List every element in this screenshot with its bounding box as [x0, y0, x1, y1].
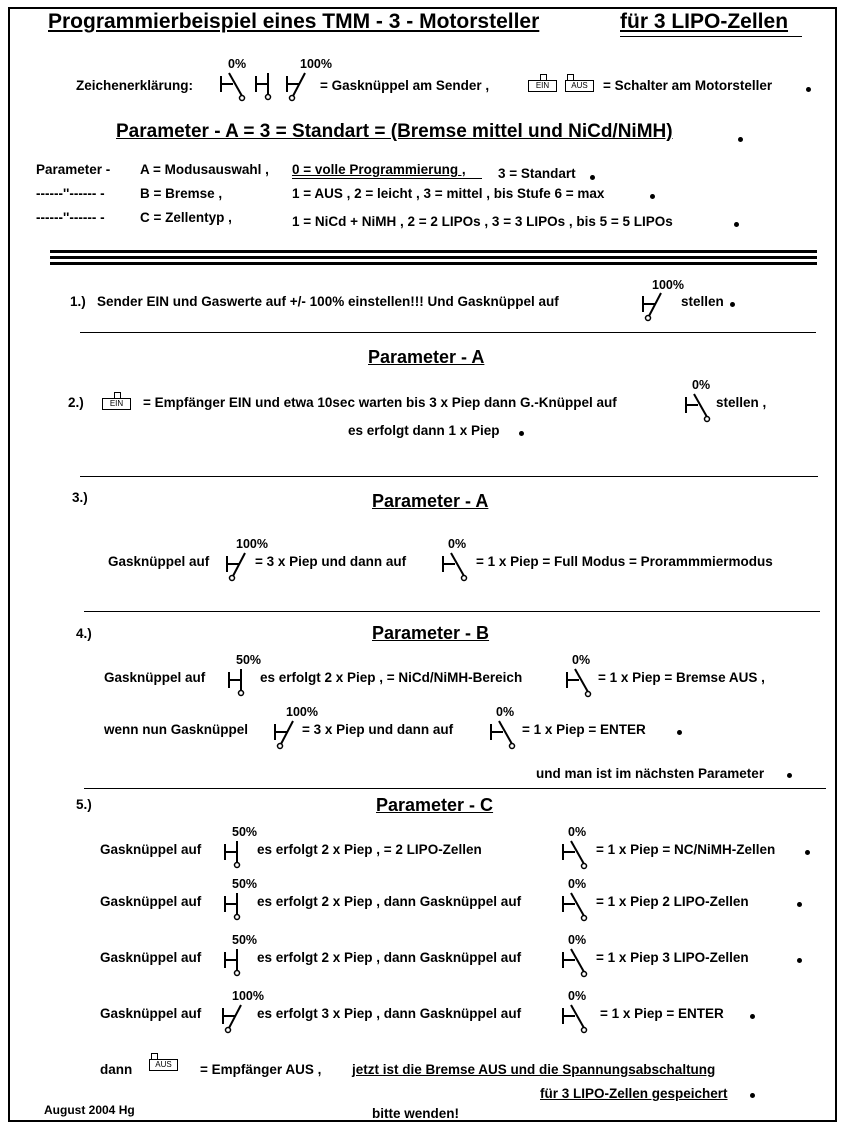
- param-a-label: A = Modusauswahl ,: [140, 162, 269, 177]
- pct-label: 100%: [286, 705, 318, 719]
- thick-separator: [50, 256, 817, 259]
- stick-100-icon: [284, 70, 314, 102]
- stick-50-icon: [253, 70, 283, 102]
- step-4-text: es erfolgt 2 x Piep , = NiCd/NiMH-Bereich: [260, 670, 523, 685]
- step-1-number: 1.): [70, 294, 86, 309]
- step-4-number: 4.): [76, 626, 92, 641]
- stick-0-icon: [488, 718, 518, 750]
- stick-100-icon: [224, 550, 254, 582]
- stick-100-icon: [272, 718, 302, 750]
- thick-separator: [50, 250, 817, 253]
- switch-aus-icon: [149, 1059, 178, 1071]
- step-5-conclusion: jetzt ist die Bremse AUS und die Spannungsabschaltung: [352, 1062, 716, 1077]
- dot: [797, 902, 802, 907]
- pct-label: 50%: [232, 933, 258, 947]
- step-5-text: Gasknüppel auf: [100, 950, 202, 965]
- step-5-text: = Empfänger AUS ,: [200, 1062, 322, 1077]
- dot: [677, 730, 682, 735]
- step-5-text: es erfolgt 2 x Piep , = 2 LIPO-Zellen: [257, 842, 482, 857]
- step-5-text: es erfolgt 2 x Piep , dann Gasknüppel auf: [257, 950, 522, 965]
- dot: [590, 175, 595, 180]
- param-c-label: C = Zellentyp ,: [140, 210, 232, 225]
- step-3-text: = 3 x Piep und dann auf: [255, 554, 407, 569]
- step-1-text: Sender EIN und Gaswerte auf +/- 100% einstellen!!! Und Gasknüppel auf: [97, 294, 559, 309]
- pct-label: 0%: [568, 989, 587, 1003]
- dot: [734, 222, 739, 227]
- dot: [730, 302, 735, 307]
- step-3-text: Gasknüppel auf: [108, 554, 210, 569]
- step-2-text: = Empfänger EIN und etwa 10sec warten bis 3 x Piep dann G.-Knüppel auf: [143, 395, 617, 410]
- stick-0-icon: [440, 550, 470, 582]
- stick-0-icon: [560, 890, 590, 922]
- underline: [292, 178, 482, 179]
- pct-label: 0%: [572, 653, 591, 667]
- step-5-text: = 1 x Piep = ENTER: [600, 1006, 724, 1021]
- dot: [787, 773, 792, 778]
- switch-aus-icon: [565, 80, 594, 92]
- stick-0-icon: [560, 946, 590, 978]
- pct-label: 50%: [232, 825, 258, 839]
- step-4-text: = 1 x Piep = ENTER: [522, 722, 646, 737]
- stick-50-icon: [222, 838, 252, 870]
- switch-ein-icon: [102, 398, 131, 410]
- pct-label: 50%: [232, 877, 258, 891]
- param-a-option-0: 0 = volle Programmierung ,: [292, 162, 466, 177]
- switch-ein-label: EIN: [535, 81, 550, 90]
- step-3-text: = 1 x Piep = Full Modus = Prorammmiermodus: [476, 554, 773, 569]
- step-4-text: wenn nun Gasknüppel: [104, 722, 249, 737]
- step-5-text: = 1 x Piep 2 LIPO-Zellen: [596, 894, 749, 909]
- param-b-options: 1 = AUS , 2 = leicht , 3 = mittel , bis Stufe 6 = max: [292, 186, 605, 201]
- thick-separator: [50, 262, 817, 265]
- stick-0-icon: [564, 666, 594, 698]
- pct-label: 100%: [652, 278, 684, 292]
- param-ditto: ------''------ -: [36, 186, 105, 201]
- step-5-text: Gasknüppel auf: [100, 842, 202, 857]
- dot: [750, 1014, 755, 1019]
- stick-100-icon: [220, 1002, 250, 1034]
- step-5-text: = 1 x Piep = NC/NiMH-Zellen: [596, 842, 776, 857]
- pct-label: 0%: [568, 825, 587, 839]
- pct-label: 100%: [236, 537, 268, 551]
- step-5-text: Gasknüppel auf: [100, 894, 202, 909]
- stick-50-icon: [222, 890, 252, 922]
- step-4-text: = 3 x Piep und dann auf: [302, 722, 454, 737]
- stick-0-icon: [218, 70, 248, 102]
- legend-pct-100: 100%: [300, 57, 332, 71]
- switch-ein-label: EIN: [109, 399, 124, 408]
- pct-label: 100%: [232, 989, 264, 1003]
- stick-0-icon: [683, 391, 713, 423]
- step-2-number: 2.): [68, 395, 84, 410]
- param-c-options: 1 = NiCd + NiMH , 2 = 2 LIPOs , 3 = 3 LIPOs , bis 5 = 5 LIPOs: [292, 214, 673, 229]
- pct-label: 0%: [692, 378, 711, 392]
- legend-pct-0: 0%: [228, 57, 247, 71]
- legend-stick-text: = Gasknüppel am Sender ,: [320, 78, 490, 93]
- separator: [84, 788, 826, 789]
- stick-100-icon: [640, 290, 670, 322]
- separator: [84, 611, 820, 612]
- stick-50-icon: [222, 946, 252, 978]
- switch-aus-label: AUS: [571, 81, 588, 90]
- legend-switch-text: = Schalter am Motorsteller: [603, 78, 773, 93]
- step-4-text: = 1 x Piep = Bremse AUS ,: [598, 670, 765, 685]
- dot: [650, 194, 655, 199]
- standard-parameter-heading: Parameter - A = 3 = Standart = (Bremse mittel und NiCd/NiMH): [116, 121, 673, 142]
- title-double-underline: [620, 36, 802, 37]
- step-3-number: 3.): [72, 490, 88, 505]
- step-5-text: es erfolgt 3 x Piep , dann Gasknüppel auf: [257, 1006, 522, 1021]
- step-5-number: 5.): [76, 797, 92, 812]
- pct-label: 0%: [448, 537, 467, 551]
- param-a-option-3: 3 = Standart: [498, 166, 576, 181]
- footer-turn-page: bitte wenden!: [372, 1106, 459, 1121]
- legend-label: Zeichenerklärung:: [76, 78, 194, 93]
- page-title-suffix: für 3 LIPO-Zellen: [620, 10, 789, 33]
- step-2-heading: Parameter - A: [368, 347, 485, 367]
- param-label: Parameter -: [36, 162, 111, 177]
- step-5-conclusion: für 3 LIPO-Zellen gespeichert: [540, 1086, 728, 1101]
- pct-label: 0%: [568, 933, 587, 947]
- dot: [750, 1093, 755, 1098]
- step-4-text: und man ist im nächsten Parameter: [536, 766, 765, 781]
- step-5-text: es erfolgt 2 x Piep , dann Gasknüppel auf: [257, 894, 522, 909]
- step-1-end: stellen: [681, 294, 724, 309]
- pct-label: 0%: [496, 705, 515, 719]
- dot: [805, 850, 810, 855]
- dot: [797, 958, 802, 963]
- step-2-end: stellen ,: [716, 395, 767, 410]
- step-5-text: = 1 x Piep 3 LIPO-Zellen: [596, 950, 749, 965]
- switch-ein-icon: [528, 80, 557, 92]
- page-title: Programmierbeispiel eines TMM - 3 - Motorsteller: [48, 10, 540, 33]
- param-b-label: B = Bremse ,: [140, 186, 223, 201]
- footer-date: August 2004 Hg: [44, 1103, 135, 1117]
- separator: [80, 332, 816, 333]
- stick-0-icon: [560, 838, 590, 870]
- step-2-line2: es erfolgt dann 1 x Piep: [348, 423, 500, 438]
- dot: [738, 137, 743, 142]
- param-ditto: ------''------ -: [36, 210, 105, 225]
- step-3-heading: Parameter - A: [372, 491, 489, 511]
- pct-label: 0%: [568, 877, 587, 891]
- step-5-text: Gasknüppel auf: [100, 1006, 202, 1021]
- pct-label: 50%: [236, 653, 262, 667]
- dot: [519, 431, 524, 436]
- step-4-heading: Parameter - B: [372, 623, 490, 643]
- step-5-heading: Parameter - C: [376, 795, 494, 815]
- step-4-text: Gasknüppel auf: [104, 670, 206, 685]
- separator: [80, 476, 818, 477]
- switch-aus-label: AUS: [155, 1060, 172, 1069]
- stick-50-icon: [226, 666, 256, 698]
- stick-0-icon: [560, 1002, 590, 1034]
- dot: [806, 87, 811, 92]
- step-5-text: dann: [100, 1062, 133, 1077]
